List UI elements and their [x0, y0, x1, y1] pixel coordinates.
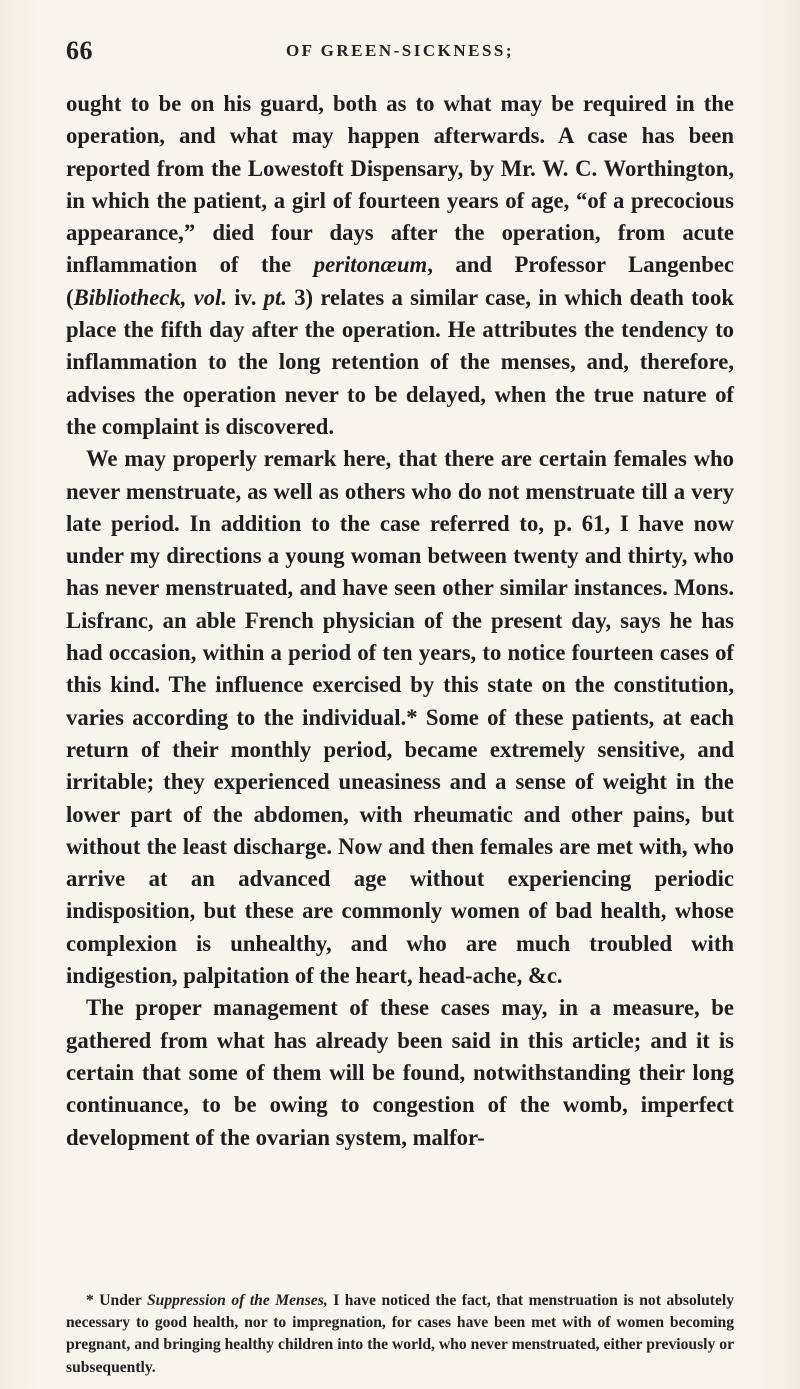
footnote-text: [66, 1290, 734, 1379]
paragraph-1-italic-peritonaeum: peritonæum: [313, 252, 428, 278]
footnote-text-a: * Under: [86, 1292, 147, 1309]
footnote: [66, 1290, 734, 1379]
body-text: [66, 88, 734, 1154]
paragraph-1-text-d: 3) relates a similar case, in which death took place the fifth day after the operation. He attributes the tendency to inflammation to the long retention of the menses, and, therefore, advises the operation never to be delayed, when the true nature of the complaint is discovered.: [66, 284, 734, 439]
paragraph-1-italic-bibliotheck: Bibliotheck, vol.: [73, 284, 228, 310]
paragraph-2: We may properly remark here, that there are certain females who never menstruate, as well as others who do not menstruate till a very late period. In addition to the case referred to, p. 61, I have now under my directions a young woman between twenty and thirty, who has never menstruated, and have seen other similar instances. Mons. Lisfranc, an able French physician of the present day, says he has had occasion, within a period of ten years, to notice fourteen cases of this kind. The influence exercised by this state on the constitution, varies according to the individual.* Some of these patients, at each return of their monthly period, became extremely sensitive, and irritable; they experienced uneasiness and a sense of weight in the lower part of the abdomen, with rheumatic and other pains, but without the least discharge. Now and then females are met with, who arrive at an advanced age without experiencing periodic indisposition, but these are commonly women of bad health, whose complexion is unhealthy, and who are much troubled with indigestion, palpitation of the heart, head-ache, &c.: [66, 446, 734, 989]
paragraph-1-italic-pt: pt.: [263, 284, 287, 310]
paragraph-1-text-a: ought to be on his guard, both as to what may be required in the operation, and what may happen afterwards. A case has been reported from the Lowestoft Dispensary, by Mr. W. C. Worthington, in which the patient, a girl of fourteen years of age, “of a precocious appearance,” died four days after the operation, from acute inflammation of the: [66, 91, 734, 278]
page-header: [66, 36, 734, 76]
paragraph-1-text-c: iv.: [227, 284, 264, 310]
footnote-text-b: I have noticed the fact, that menstruation is not absolutely necessary to good health, nor to impregnation, for cases have been met with of women becoming pregnant, and bringing healthy children into the world, who never menstruated, either previously or subsequently.: [66, 1292, 734, 1376]
page-number: 66: [66, 36, 93, 65]
running-title: OF GREEN-SICKNESS;: [285, 41, 515, 60]
paragraph-1: [66, 88, 734, 443]
paragraph-3: The proper management of these cases may, in a measure, be gathered from what has already been said in this article; and it is certain that some of them will be found, notwithstanding their long continuance, to be owing to congestion of the womb, imperfect development of the ovarian system, malfor-: [66, 995, 734, 1150]
footnote-italic-title: Suppression of the Menses,: [146, 1292, 328, 1309]
paragraph-1-text-b: , and Professor Langenbec (: [66, 252, 734, 310]
